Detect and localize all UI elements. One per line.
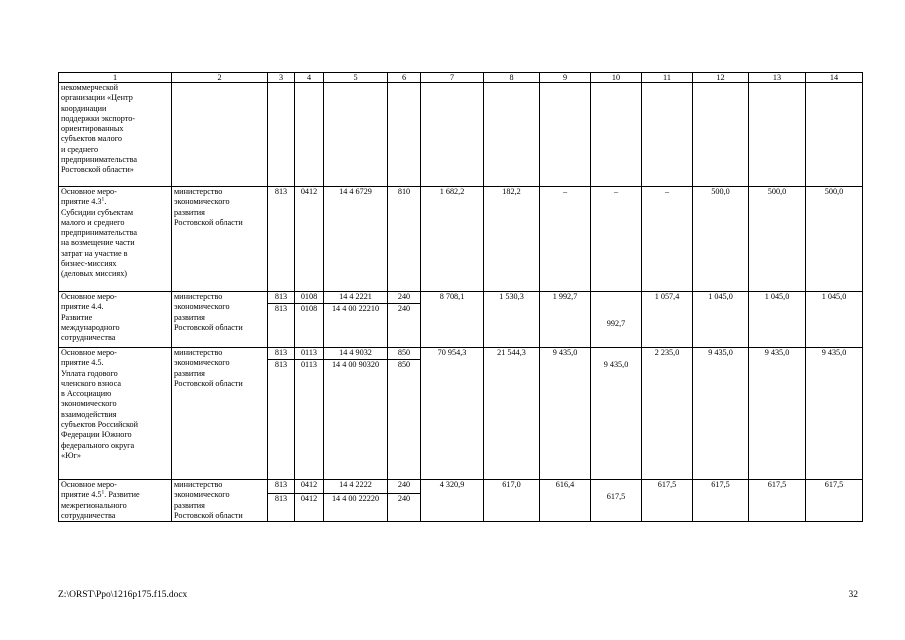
empty-cell [421,83,484,187]
value-cell: 9 435,0 [693,348,749,480]
table-row [59,480,863,494]
activity-name-cell: Основное меро- приятие 4.4. Развитие международного сотрудничества [59,292,172,348]
footer-file-path: Z:\ORST\Ppo\1216p175.f15.docx [58,590,188,600]
table-header-row [59,73,863,83]
value-cell: 1 045,0 [693,292,749,348]
header-cell: 4 [295,73,324,83]
grbs-code-cell: 813 [268,304,295,348]
value-cell: 617,5 [749,480,806,522]
expense-type-cell: 810 [388,187,421,292]
budget-table [58,72,863,522]
section-code-cell: 0108 [295,292,324,304]
value-cell: – [642,187,693,292]
expense-type-cell: 240 [388,480,421,494]
target-code-cell: 14 4 00 90320 [324,360,388,480]
executor-cell: министерство экономического развития Ростовской области [172,348,268,480]
value-cell: 4 320,9 [421,480,484,522]
grbs-code-cell: 813 [268,187,295,292]
grbs-code-cell: 813 [268,480,295,494]
value-cell: 9 435,0 [749,348,806,480]
value-cell: 500,0 [749,187,806,292]
table-row [59,348,863,360]
value-cell: 1 682,2 [421,187,484,292]
header-cell: 2 [172,73,268,83]
section-code-cell: 0113 [295,348,324,360]
target-code-cell: 14 4 2222 [324,480,388,494]
expense-type-cell: 850 [388,348,421,360]
grbs-code-cell: 813 [268,360,295,480]
section-code-cell: 0412 [295,494,324,522]
activity-name-cell [59,187,172,292]
activity-name-cell [59,480,172,522]
value-cell: 617,5 [693,480,749,522]
value-text: 617,5 [606,492,626,501]
activity-name-part: . Субсидии субъектам малого и среднего предпринимательства на возмещение части затрат на участие в бизнес-миссиях (деловых миссиях) [61,197,137,279]
activity-name-cell: Основное меро- приятие 4.5. Уплата годового членского взноса в Ассоциацию экономического взаимодействия субъектов Российской Федерации Южного федерального округа «Юг» [59,348,172,480]
value-cell: 9 435,0 [540,348,591,480]
empty-cell [295,83,324,187]
activity-name-part: Основное меро- приятие 4.5 [61,480,117,500]
header-cell: 8 [484,73,540,83]
header-cell: 7 [421,73,484,83]
value-cell: – [591,187,642,292]
value-cell: 9 435,0 [806,348,863,480]
header-cell: 6 [388,73,421,83]
section-code-cell: 0108 [295,304,324,348]
value-cell: 1 057,4 [642,292,693,348]
header-cell: 10 [591,73,642,83]
empty-cell [268,83,295,187]
empty-cell [540,83,591,187]
expense-type-cell: 240 [388,292,421,304]
executor-cell: министерство экономического развития Ростовской области [172,292,268,348]
header-cell: 9 [540,73,591,83]
empty-cell [806,83,863,187]
executor-cell: министерство экономического развития Ростовской области [172,187,268,292]
value-cell: 617,0 [484,480,540,522]
value-cell: 8 708,1 [421,292,484,348]
activity-name-part: . Развитие межрегионального сотрудничества [61,490,140,520]
section-code-cell: 0412 [295,187,324,292]
target-code-cell: 14 4 2221 [324,292,388,304]
empty-cell [172,83,268,187]
value-cell: 70 954,3 [421,348,484,480]
value-cell: 182,2 [484,187,540,292]
activity-name-part: Основное меро- приятие 4.3 [61,187,117,207]
executor-cell: министерство экономического развития Ростовской области [172,480,268,522]
value-cell: 1 045,0 [806,292,863,348]
empty-cell [749,83,806,187]
empty-cell [642,83,693,187]
section-code-cell: 0412 [295,480,324,494]
empty-cell [591,83,642,187]
header-cell: 13 [749,73,806,83]
value-cell: 21 544,3 [484,348,540,480]
header-cell: 3 [268,73,295,83]
value-cell: 617,5 [642,480,693,522]
header-cell: 12 [693,73,749,83]
value-cell: 1 992,7 [540,292,591,348]
value-cell: 500,0 [693,187,749,292]
target-code-cell: 14 4 9032 [324,348,388,360]
value-text: 9 435,0 [603,360,629,369]
empty-cell [388,83,421,187]
header-cell: 1 [59,73,172,83]
value-cell [591,480,642,522]
value-text: 992,7 [606,318,626,328]
target-code-cell: 14 4 00 22210 [324,304,388,348]
table-row [59,83,863,187]
header-cell: 14 [806,73,863,83]
page-number: 32 [848,590,858,600]
table-row [59,187,863,292]
value-cell [591,348,642,480]
section-code-cell: 0113 [295,360,324,480]
empty-cell [484,83,540,187]
empty-cell [324,83,388,187]
footnote-mark: 1 [101,196,105,203]
table-row [59,292,863,304]
grbs-code-cell: 813 [268,494,295,522]
header-cell: 5 [324,73,388,83]
footnote-mark: 1 [101,489,105,496]
empty-cell [693,83,749,187]
value-cell: 1 045,0 [749,292,806,348]
value-cell: – [540,187,591,292]
value-cell: 1 530,3 [484,292,540,348]
grbs-code-cell: 813 [268,348,295,360]
value-cell [591,292,642,348]
expense-type-cell: 240 [388,304,421,348]
value-cell: 617,5 [806,480,863,522]
header-cell: 11 [642,73,693,83]
value-cell: 616,4 [540,480,591,522]
grbs-code-cell: 813 [268,292,295,304]
target-code-cell: 14 4 6729 [324,187,388,292]
value-cell: 2 235,0 [642,348,693,480]
expense-type-cell: 240 [388,494,421,522]
target-code-cell: 14 4 00 22220 [324,494,388,522]
expense-type-cell: 850 [388,360,421,480]
value-cell: 500,0 [806,187,863,292]
activity-name-cell: некоммерческой организации «Центр координации поддержки экспорто- ориентированных субъектов малого и среднего предпринимательства Ростовской области» [59,83,172,187]
